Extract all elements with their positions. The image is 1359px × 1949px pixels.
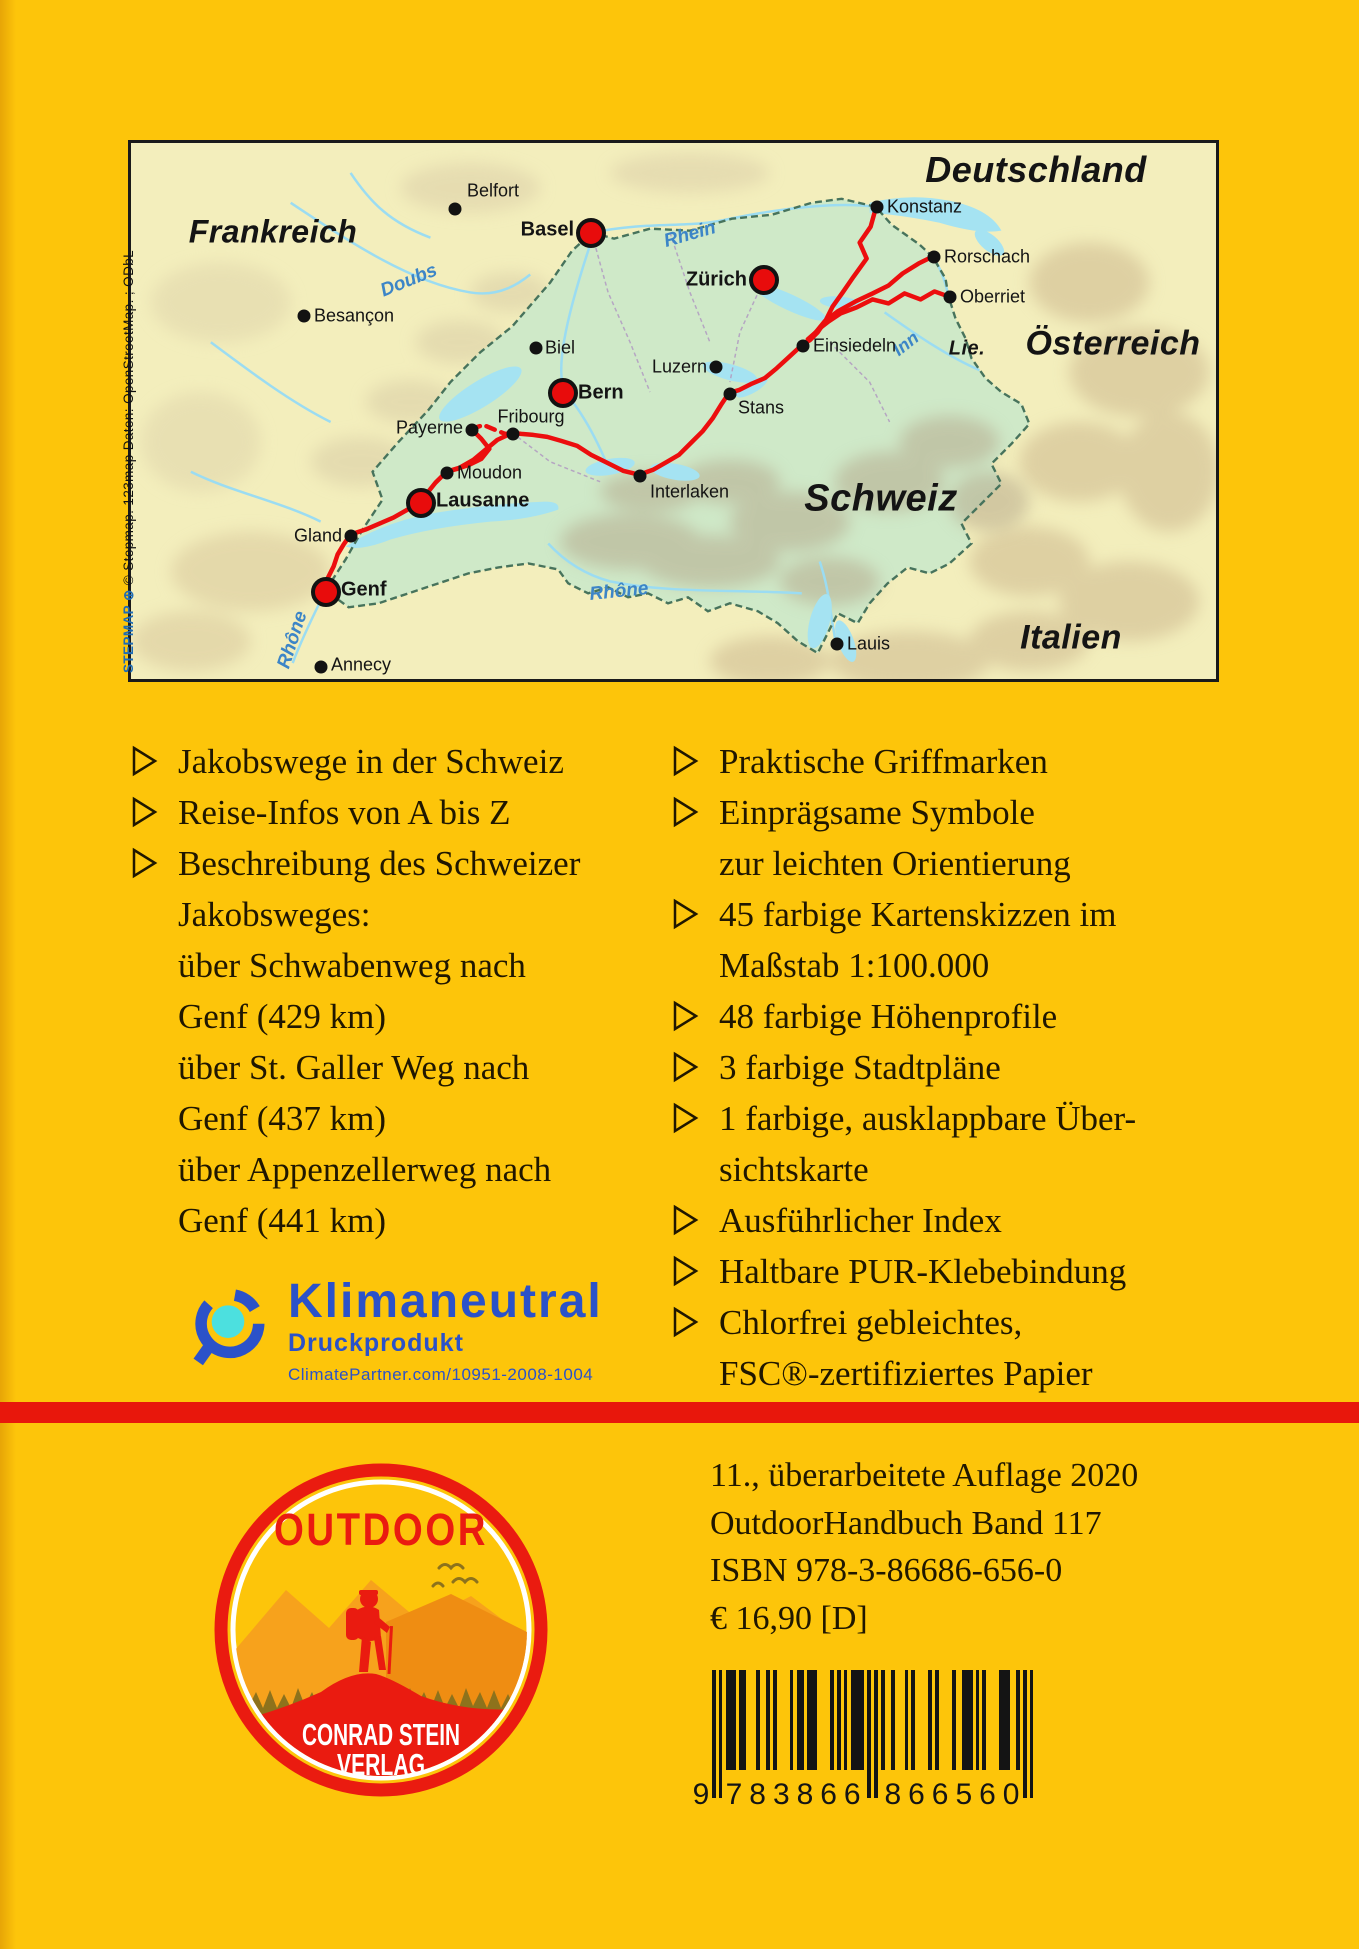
feature-line: Jakobswege in der Schweiz [178, 742, 564, 781]
feature-line: Genf (441 km) [178, 1201, 387, 1240]
country-label: Schweiz [804, 477, 958, 520]
feature-lines [719, 889, 1332, 991]
barcode-bar [867, 1670, 871, 1798]
climatepartner-ring-icon [180, 1278, 276, 1396]
triangle-bullet-icon [672, 1000, 699, 1032]
feature-item [672, 1195, 1332, 1246]
barcode-bar [1023, 1670, 1027, 1798]
barcode-bar [969, 1670, 973, 1770]
river-label: Rhein [661, 217, 719, 252]
city-label: Lausanne [436, 489, 530, 512]
feature-lines [178, 787, 676, 838]
barcode-bar [742, 1670, 746, 1770]
feature-line: Jakobsweges: [178, 895, 371, 934]
map-attribution-text: © Stepmap. 123map Daten: OpenStreetMap. ; ODbL [121, 249, 136, 586]
feature-item [131, 838, 676, 1246]
country-label: Österreich [1025, 324, 1201, 363]
city-marker-town [466, 424, 479, 437]
city-marker-town [710, 361, 723, 374]
feature-lines [178, 736, 676, 787]
feature-line: Haltbare PUR-Klebebindung [719, 1252, 1127, 1291]
feature-line: Reise-Infos von A bis Z [178, 793, 511, 832]
feature-lines [719, 1246, 1332, 1297]
city-label: Luzern [651, 356, 707, 377]
river-label: Rhône [588, 577, 650, 606]
city-label: Stans [738, 397, 785, 418]
barcode-bar [800, 1670, 804, 1770]
barcode-bar [905, 1670, 909, 1770]
feature-line: 3 farbige Stadtpläne [719, 1048, 1001, 1087]
city-marker-town [928, 251, 941, 264]
badge-title: OUTDOOR [274, 1504, 488, 1555]
city-marker-town [724, 388, 737, 401]
barcode-bar [881, 1670, 885, 1770]
feature-line: Chlorfrei gebleichtes, [719, 1303, 1023, 1342]
barcode-bar [952, 1670, 956, 1770]
feature-list-right [672, 736, 1332, 1399]
feature-item [672, 1297, 1332, 1399]
climatepartner-url: ClimatePartner.com/10951-2008-1004 [288, 1365, 594, 1384]
triangle-bullet-icon [672, 1204, 699, 1236]
city-marker-town [831, 638, 844, 651]
barcode-digit: 0 [1002, 1778, 1020, 1811]
city-marker-town [315, 661, 328, 674]
feature-line: Maßstab 1:100.000 [719, 946, 990, 985]
globe-icon: ⊕ [121, 589, 136, 601]
publication-line: € 16,90 [D] [710, 1599, 868, 1637]
publication-line: ISBN 978-3-86686-656-0 [710, 1552, 1063, 1589]
feature-line: FSC®-zertifiziertes Papier [719, 1354, 1093, 1393]
city-label: Moudon [457, 462, 523, 483]
barcode-bar [813, 1670, 817, 1770]
city-marker-major [749, 265, 779, 295]
feature-line: Genf (429 km) [178, 997, 387, 1036]
barcode-bar [1016, 1670, 1020, 1770]
city-label: Annecy [331, 654, 392, 675]
city-label: Zürich [685, 268, 747, 291]
feature-line: Beschreibung des Schweizer [178, 844, 581, 883]
city-label: Biel [545, 337, 576, 358]
feature-line: Praktische Griffmarken [719, 742, 1048, 781]
isbn-barcode [692, 1670, 1055, 1811]
barcode-bar [790, 1670, 794, 1770]
badge-publisher-line1: CONRAD STEIN [302, 1717, 460, 1752]
city-marker-town [871, 201, 884, 214]
country-label: Lie. [948, 337, 986, 360]
feature-lines [719, 1195, 1332, 1246]
barcode-digit: 6 [931, 1778, 949, 1811]
city-label: Bern [578, 381, 624, 404]
city-marker-major [548, 378, 578, 408]
feature-lines [719, 787, 1332, 889]
outdoor-badge-icon [214, 1463, 548, 1797]
city-label: Belfort [466, 180, 520, 201]
barcode-bar [911, 1670, 915, 1770]
city-marker-town [944, 291, 957, 304]
city-marker-major [406, 488, 436, 518]
feature-item [672, 991, 1332, 1042]
barcode-bar [837, 1670, 841, 1770]
klimaneutral-title: Klimaneutral [288, 1275, 603, 1328]
feature-lines [178, 838, 676, 1246]
feature-line: sichtskarte [719, 1150, 869, 1189]
red-divider-bar [0, 1402, 1359, 1423]
feature-item [131, 787, 676, 838]
triangle-bullet-icon [672, 1255, 699, 1287]
barcode-digit: 6 [979, 1778, 996, 1811]
switzerland-route-map [121, 140, 1219, 682]
barcode-bar [1006, 1670, 1010, 1770]
barcode-digit: 6 [820, 1778, 837, 1811]
klimaneutral-logo [180, 1275, 603, 1396]
barcode-bar [976, 1670, 980, 1770]
conrad-stein-verlag-badge [214, 1463, 548, 1797]
barcode-bar [874, 1670, 878, 1798]
feature-line: Einprägsame Symbole [719, 793, 1035, 832]
publication-line: 11., überarbeitete Auflage 2020 [710, 1457, 1139, 1494]
feature-line: zur leichten Orientierung [719, 844, 1071, 883]
feature-line: 48 farbige Höhenprofile [719, 997, 1058, 1036]
barcode-digit: 6 [908, 1778, 925, 1811]
barcode-bar [982, 1670, 986, 1770]
city-label: Rorschach [944, 246, 1031, 267]
feature-lines [719, 1093, 1332, 1195]
city-marker-town [449, 203, 462, 216]
publication-info [710, 1452, 1138, 1642]
river-label: Inn [888, 327, 923, 360]
city-label: Fribourg [497, 406, 565, 427]
triangle-bullet-icon [131, 796, 158, 828]
city-label: Interlaken [650, 481, 730, 502]
country-label: Frankreich [188, 213, 358, 250]
city-marker-major [311, 577, 341, 607]
barcode-digit: 5 [955, 1778, 973, 1811]
triangle-bullet-icon [672, 1306, 699, 1338]
feature-line: über Appenzellerweg nach [178, 1150, 552, 1189]
barcode-digit: 6 [843, 1778, 861, 1811]
city-marker-town [530, 342, 543, 355]
feature-lines [719, 1042, 1332, 1093]
feature-line: Genf (437 km) [178, 1099, 387, 1138]
feature-line: 1 farbige, ausklappbare Über- [719, 1099, 1137, 1138]
city-label: Besançon [314, 305, 395, 326]
feature-line: Ausführlicher Index [719, 1201, 1002, 1240]
barcode-digit: 7 [725, 1778, 743, 1811]
map-attribution [121, 250, 137, 673]
city-marker-major [576, 218, 606, 248]
feature-lines [719, 736, 1332, 787]
publication-line: OutdoorHandbuch Band 117 [710, 1504, 1102, 1542]
feature-item [672, 1042, 1332, 1093]
barcode-digit: 8 [749, 1778, 766, 1811]
klimaneutral-subtitle: Druckprodukt [288, 1329, 464, 1357]
page-edge-shadow [0, 0, 16, 1949]
triangle-bullet-icon [131, 745, 158, 777]
barcode-digit: 9 [692, 1778, 710, 1811]
barcode-digit: 8 [796, 1778, 814, 1811]
barcode-bar [830, 1670, 834, 1770]
feature-list-left [131, 736, 676, 1246]
feature-item [672, 889, 1332, 991]
map-labels-layer [131, 143, 1216, 679]
triangle-bullet-icon [672, 1102, 699, 1134]
feature-line: 45 farbige Kartenskizzen im [719, 895, 1117, 934]
triangle-bullet-icon [672, 796, 699, 828]
feature-item [131, 736, 676, 787]
barcode-bar [1030, 1670, 1034, 1798]
feature-item [672, 736, 1332, 787]
city-marker-town [298, 310, 311, 323]
city-label: Payerne [395, 417, 463, 438]
barcode-bar [935, 1670, 939, 1770]
badge-publisher-line2: VERLAG [337, 1747, 425, 1782]
feature-line: über Schwabenweg nach [178, 946, 526, 985]
city-label: Einsiedeln [813, 335, 897, 356]
feature-lines [719, 991, 1332, 1042]
stepmap-logo-text: STEPMAP [121, 604, 136, 673]
barcode-bar [928, 1670, 932, 1770]
country-label: Italien [1020, 618, 1122, 657]
river-label: Doubs [377, 259, 441, 302]
barcode-bar [719, 1670, 723, 1798]
triangle-bullet-icon [672, 898, 699, 930]
feature-line: über St. Galler Weg nach [178, 1048, 530, 1087]
barcode-bar [732, 1670, 736, 1770]
feature-item [672, 1093, 1332, 1195]
city-label: Oberriet [960, 286, 1026, 307]
city-marker-town [634, 470, 647, 483]
feature-lines [719, 1297, 1332, 1399]
triangle-bullet-icon [131, 847, 158, 879]
feature-item [672, 1246, 1332, 1297]
barcode-bar [861, 1670, 865, 1770]
city-label: Lauis [847, 633, 891, 654]
feature-item [672, 787, 1332, 889]
barcode-bar [891, 1670, 895, 1770]
city-marker-town [345, 530, 358, 543]
city-label: Gland [293, 525, 342, 546]
city-marker-town [507, 428, 520, 441]
barcode-bar [773, 1670, 777, 1770]
city-marker-town [797, 340, 810, 353]
river-label: Rhône [273, 608, 312, 672]
city-label: Konstanz [887, 196, 963, 217]
barcode-bar [844, 1670, 848, 1770]
barcode-bar [712, 1670, 716, 1798]
barcode-bar [766, 1670, 770, 1770]
city-label: Basel [520, 218, 574, 241]
barcode-digit: 8 [884, 1778, 902, 1811]
triangle-bullet-icon [672, 1051, 699, 1083]
barcode-digit: 3 [772, 1778, 790, 1811]
triangle-bullet-icon [672, 745, 699, 777]
country-label: Deutschland [925, 149, 1147, 190]
barcode-bar [756, 1670, 760, 1770]
city-marker-town [441, 467, 454, 480]
city-label: Genf [341, 578, 387, 601]
